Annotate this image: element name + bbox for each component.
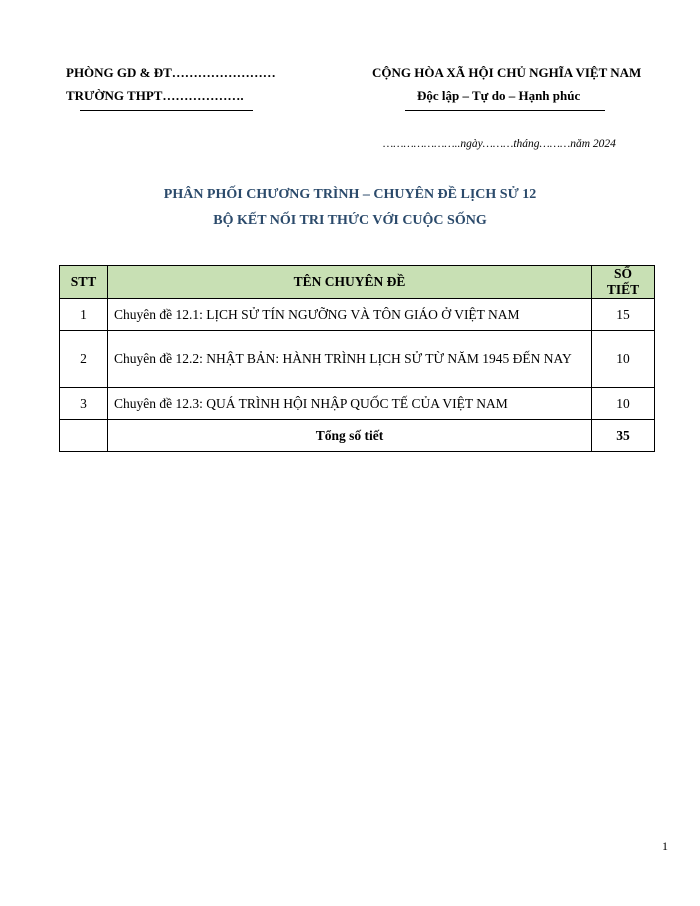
document-title: PHÂN PHỐI CHƯƠNG TRÌNH – CHUYÊN ĐỀ LỊCH SỬ 12	[163, 187, 537, 202]
page-number: 1	[662, 839, 668, 853]
row-topic-name: Chuyên đề 12.2: NHẬT BẢN: HÀNH TRÌNH LỊCH SỬ TỪ NĂM 1945 ĐẾN NAY	[108, 331, 592, 388]
total-value: 35	[592, 420, 655, 452]
row-stt: 2	[60, 331, 108, 388]
row-periods: 15	[592, 299, 655, 331]
date-line: …………………..ngày………tháng………năm 2024	[383, 138, 616, 150]
header-topic-name: TÊN CHUYÊN ĐỀ	[108, 266, 592, 299]
header-periods: SỐ TIẾT	[592, 266, 655, 299]
school-name: TRƯỜNG THPT……………….	[66, 88, 244, 103]
school-underline	[80, 110, 253, 111]
total-stt-empty	[60, 420, 108, 452]
row-topic-name: Chuyên đề 12.1: LỊCH SỬ TÍN NGƯỠNG VÀ TÔN GIÁO Ở VIỆT NAM	[108, 299, 592, 331]
row-stt: 3	[60, 388, 108, 420]
department-name: PHÒNG GD & ĐT……………………	[66, 65, 276, 80]
topics-table	[59, 265, 655, 452]
row-periods: 10	[592, 388, 655, 420]
total-label: Tổng số tiết	[108, 420, 592, 452]
table-row	[60, 388, 655, 420]
document-subtitle: BỘ KẾT NỐI TRI THỨC VỚI CUỘC SỐNG	[213, 213, 487, 228]
motto-underline	[405, 110, 605, 111]
national-motto: Độc lập – Tự do – Hạnh phúc	[417, 88, 581, 103]
header-stt: STT	[60, 266, 108, 299]
total-row	[60, 420, 655, 452]
row-stt: 1	[60, 299, 108, 331]
row-periods: 10	[592, 331, 655, 388]
national-title: CỘNG HÒA XÃ HỘI CHỦ NGHĨA VIỆT NAM	[372, 65, 642, 80]
table-row	[60, 299, 655, 331]
table-header-row	[60, 266, 655, 299]
row-topic-name: Chuyên đề 12.3: QUÁ TRÌNH HỘI NHẬP QUỐC TẾ CỦA VIỆT NAM	[108, 388, 592, 420]
table-row	[60, 331, 655, 388]
